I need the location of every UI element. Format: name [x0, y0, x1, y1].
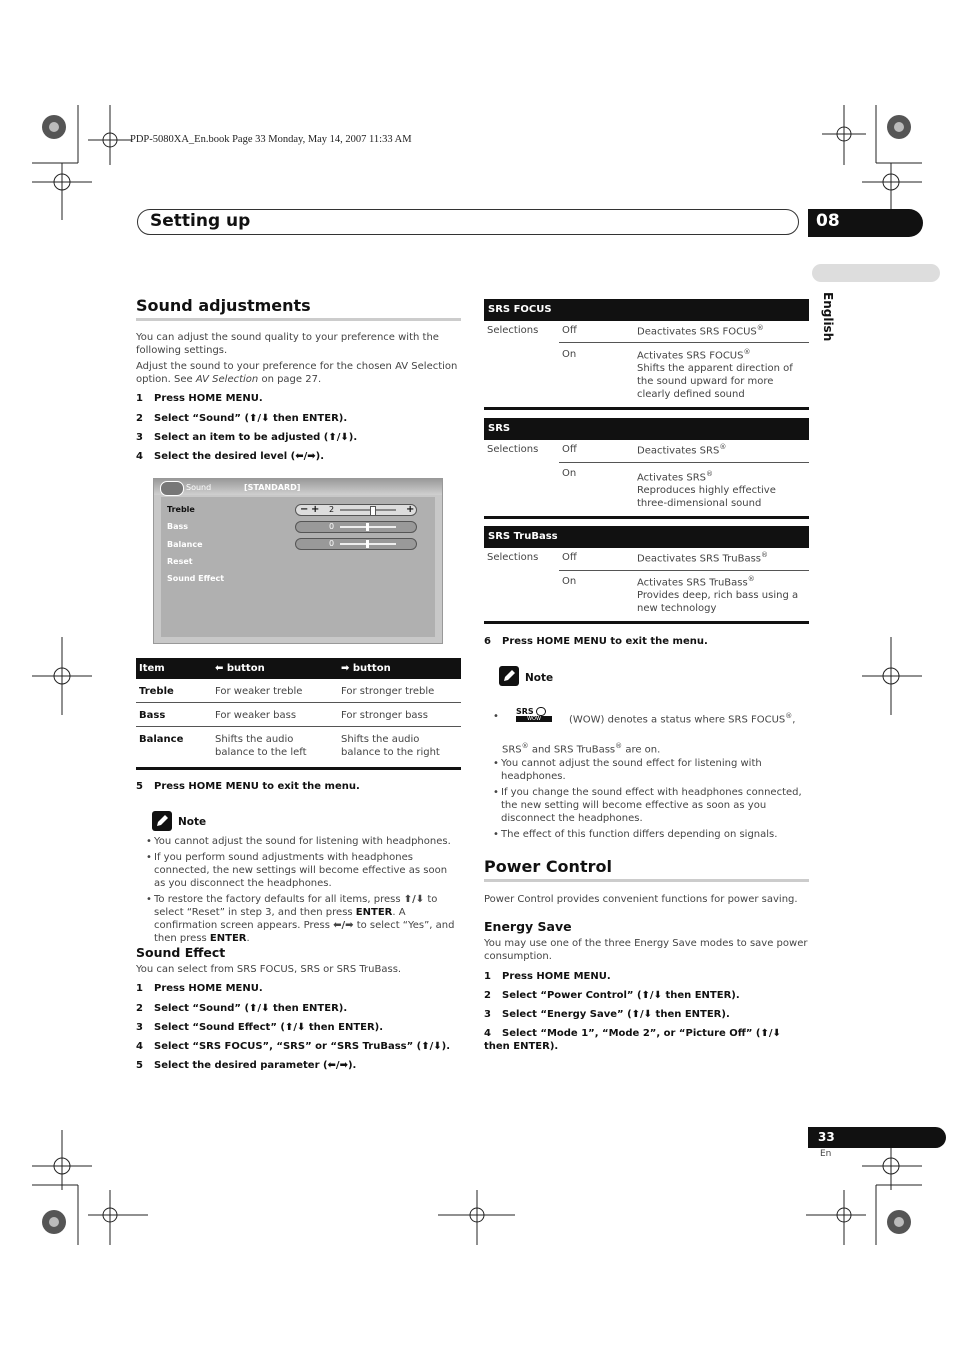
text: Provides deep, rich bass using a new technology [637, 590, 799, 615]
step-text: Press HOME MENU. [154, 393, 263, 404]
option-off: Off [562, 552, 577, 563]
option-on-desc [637, 468, 807, 510]
divider [484, 516, 809, 519]
table-cell: For weaker treble [215, 686, 303, 697]
table-cell: Treble [139, 686, 174, 697]
table-cell: For stronger treble [341, 686, 435, 697]
text: Shifts the apparent direction of the sound upward for more clearly defined sound [637, 363, 793, 401]
pencil-icon [499, 666, 519, 686]
text: to select “Yes”, and then press [154, 920, 455, 944]
srs-focus-header: SRS FOCUS [484, 299, 809, 321]
registered-mark: ® [756, 324, 764, 332]
selections-label: Selections [487, 444, 539, 455]
osd-item-sound-effect: Sound Effect [167, 574, 225, 583]
divider [484, 879, 809, 882]
table-row [136, 703, 461, 727]
option-off: Off [562, 444, 577, 455]
text: Adjust the sound to your preference for the chosen AV Selection option. See [136, 361, 458, 385]
step-text: Select “Sound” (⬆/⬇ then ENTER). [154, 1003, 348, 1014]
registered-mark: ® [761, 551, 769, 559]
step-text: Select “Power Control” (⬆/⬇ then ENTER). [502, 990, 740, 1001]
page-title: Setting up [150, 211, 251, 231]
bullet: • [493, 711, 499, 722]
table-header-cell: ⬅ button [215, 663, 265, 674]
divider [559, 570, 809, 571]
table-cell: Balance [139, 734, 184, 745]
osd-item-reset: Reset [167, 557, 193, 566]
table-header-cell: ➡ button [341, 663, 391, 674]
table-cell: Shifts the audio balance to the right [341, 734, 440, 758]
list-item-text [154, 893, 461, 945]
plus-icon: + [406, 504, 415, 515]
table-cell: Shifts the audio balance to the left [215, 734, 307, 758]
osd-preset: [STANDARD] [244, 483, 301, 492]
text: To restore the factory defaults for all items, press [154, 894, 404, 905]
list-item: • The effect of this function differs depending on signals. [493, 828, 809, 841]
osd-item-balance: Balance [167, 540, 203, 549]
note-icon [152, 811, 172, 831]
divider [484, 407, 809, 410]
option-off-desc [637, 322, 807, 338]
text: are on. [622, 744, 661, 756]
srs-header: SRS [484, 418, 809, 440]
pencil-icon [152, 811, 172, 831]
logo-text: WOW [516, 716, 552, 722]
list-item-text: The effect of this function differs depending on signals. [501, 829, 778, 840]
wow-note [569, 710, 809, 726]
intro-paragraph: You can adjust the sound quality to your preference with the following settings. [136, 332, 439, 356]
arrow-icon: ⬆/⬇ [403, 894, 425, 905]
list-item: • You cannot adjust the sound effect for listening with headphones. [493, 757, 809, 783]
text: , [792, 714, 796, 726]
step-1: 1 Press HOME MENU. [484, 971, 611, 982]
divider [559, 462, 809, 463]
slider-thumb [366, 523, 369, 531]
slider-thumb [366, 540, 369, 548]
list-item: • If you change the sound effect with headphones connected, the new setting will become effective as soon as you disconnect the headphones. [493, 786, 809, 825]
logo-mark [536, 707, 546, 716]
slider-thumb [370, 506, 376, 516]
text: Activates SRS [637, 472, 707, 484]
step-1: 1 Press HOME MENU. [136, 393, 263, 404]
registered-mark: ® [521, 742, 529, 750]
bass-value: 0 [329, 522, 335, 531]
sound-menu-screenshot [153, 478, 443, 644]
logo-text: SRS [516, 707, 534, 716]
option-off-desc [637, 549, 807, 565]
srs-wow-logo-icon [516, 707, 552, 723]
text: to select “Reset” in step 3, and then press [154, 894, 438, 918]
list-item: • If you perform sound adjustments with headphones connected, the new settings will become effective as soon as you disconnect the headphones. [146, 851, 461, 890]
divider [136, 318, 461, 321]
note-label: Note [178, 816, 207, 828]
list-item: • You cannot adjust the sound for listening with headphones. [146, 835, 461, 848]
step-2: 2 Select “Sound” (⬆/⬇ then ENTER). [136, 1003, 348, 1014]
step-text: Select “Sound” (⬆/⬇ then ENTER). [154, 413, 348, 424]
text: on page 27. [258, 374, 322, 385]
speaker-icon [160, 481, 184, 496]
step-4: 4 Select “Mode 1”, “Mode 2”, or “Picture Off” (⬆/⬇ then ENTER). [484, 1028, 781, 1052]
osd-item-bass: Bass [167, 522, 189, 531]
step-4: 4 Select “SRS FOCUS”, “SRS” or “SRS TruBass” (⬆/⬇). [136, 1041, 451, 1052]
option-on: On [562, 576, 577, 587]
section-title-sound-adjustments: Sound adjustments [136, 296, 311, 315]
osd-title: Sound [186, 483, 212, 492]
step-text: Select “SRS FOCUS”, “SRS” or “SRS TruBass” (⬆/⬇). [154, 1041, 451, 1052]
step-text: Select “Energy Save” (⬆/⬇ then ENTER). [502, 1009, 730, 1020]
table-header-cell: Item [139, 663, 165, 674]
sound-effect-intro: You can select from SRS FOCUS, SRS or SRS TruBass. [136, 964, 402, 975]
note-icon [499, 666, 519, 686]
note-list [146, 835, 461, 945]
option-on-desc [637, 346, 807, 401]
cross-reference: AV Selection [195, 374, 259, 385]
step-2: 2 Select “Sound” (⬆/⬇ then ENTER). [136, 413, 348, 424]
step-3: 3 Select “Energy Save” (⬆/⬇ then ENTER). [484, 1009, 730, 1020]
table-cell: Bass [139, 710, 166, 721]
page-lang: En [820, 1149, 832, 1159]
wow-note-cont [502, 740, 802, 756]
intro-paragraph-2 [136, 360, 461, 386]
registered-mark: ® [706, 470, 714, 478]
chapter-number: 08 [808, 209, 923, 237]
minus-icon: − [300, 504, 309, 515]
registered-mark: ® [719, 443, 727, 451]
registered-mark: ® [743, 348, 751, 356]
enter-key: ENTER [355, 907, 393, 918]
text: Deactivates SRS [637, 445, 720, 457]
step-6: 6 Press HOME MENU to exit the menu. [484, 636, 708, 647]
registered-mark: ® [747, 575, 755, 583]
language-label: English [821, 292, 835, 342]
step-text: Select “Mode 1”, “Mode 2”, or “Picture Off” (⬆/⬇ then ENTER). [484, 1028, 781, 1052]
arrow-icon: ⬅/➡ [333, 920, 354, 931]
step-4: 4 Select the desired level (⬅/➡). [136, 451, 324, 462]
divider [559, 342, 809, 343]
treble-value: 2 [329, 505, 335, 514]
text: Activates SRS FOCUS [637, 350, 744, 362]
section-title-energy-save: Energy Save [484, 919, 572, 934]
option-on-desc [637, 573, 807, 615]
enter-key: ENTER [209, 933, 247, 944]
step-text: Select the desired level (⬅/➡). [154, 451, 324, 462]
text: Deactivates SRS FOCUS [637, 326, 757, 338]
text: SRS [502, 744, 522, 756]
step-3: 3 Select an item to be adjusted (⬆/⬇). [136, 432, 358, 443]
note-label: Note [525, 672, 554, 684]
step-text: Press HOME MENU to exit the menu. [154, 781, 360, 792]
step-text: Select the desired parameter (⬅/➡). [154, 1060, 357, 1071]
step-3: 3 Select “Sound Effect” (⬆/⬇ then ENTER). [136, 1022, 384, 1033]
balance-value: 0 [329, 539, 335, 548]
text: Deactivates SRS TruBass [637, 553, 762, 565]
step-text: Press HOME MENU to exit the menu. [502, 636, 708, 647]
list-item-text: If you change the sound effect with headphones connected, the new setting will become effective as soon as you disconnect the headphones. [501, 787, 802, 824]
section-title-sound-effect: Sound Effect [136, 945, 226, 960]
step-text: Select “Sound Effect” (⬆/⬇ then ENTER). [154, 1022, 384, 1033]
step-5: 5 Select the desired parameter (⬅/➡). [136, 1060, 357, 1071]
osd-panel [161, 497, 435, 637]
section-title-power-control: Power Control [484, 857, 612, 876]
list-item-text: If you perform sound adjustments with headphones connected, the new settings will become effective as soon as you disconnect the headphones. [154, 852, 448, 889]
list-item-text: You cannot adjust the sound effect for listening with headphones. [501, 758, 762, 782]
step-2: 2 Select “Power Control” (⬆/⬇ then ENTER). [484, 990, 740, 1001]
treble-slider [295, 504, 417, 516]
adjustment-table [136, 658, 461, 770]
text: and SRS TruBass [528, 744, 616, 756]
page-number: 33 [808, 1127, 946, 1148]
text: . A confirmation screen appears. Press [154, 907, 406, 931]
plus-icon: + [311, 504, 320, 515]
registered-mark: ® [615, 742, 623, 750]
text: Activates SRS TruBass [637, 577, 748, 589]
energy-intro: You may use one of the three Energy Save modes to save power consumption. [484, 938, 808, 962]
option-on: On [562, 349, 577, 360]
table-row [136, 727, 461, 769]
selections-label: Selections [487, 552, 539, 563]
text: . [246, 933, 250, 944]
note-list [493, 757, 809, 841]
list-item: • To restore the factory defaults for all items, press ⬆/⬇ to select “Reset” in step 3, and then press ENTER. A confirmation screen appears. Press ⬅/➡ to select “Yes”, and then press ENTER. [146, 893, 461, 945]
list-item-text: You cannot adjust the sound for listening with headphones. [154, 836, 451, 847]
table-cell: For stronger bass [341, 710, 428, 721]
text: (WOW) denotes a status where SRS FOCUS [569, 714, 786, 726]
table-cell: For weaker bass [215, 710, 297, 721]
step-text: Press HOME MENU. [502, 971, 611, 982]
option-off-desc [637, 441, 807, 457]
selections-label: Selections [487, 325, 539, 336]
step-1: 1 Press HOME MENU. [136, 983, 263, 994]
registered-mark: ® [785, 712, 793, 720]
srs-trubass-header: SRS TruBass [484, 526, 809, 548]
option-on: On [562, 468, 577, 479]
power-intro: Power Control provides convenient functions for power saving. [484, 894, 798, 905]
option-off: Off [562, 325, 577, 336]
divider [484, 621, 809, 624]
table-row [136, 679, 461, 703]
step-text: Press HOME MENU. [154, 983, 263, 994]
step-5: 5 Press HOME MENU to exit the menu. [136, 781, 360, 792]
side-tab [812, 264, 940, 282]
step-text: Select an item to be adjusted (⬆/⬇). [154, 432, 358, 443]
file-stamp: PDP-5080XA_En.book Page 33 Monday, May 14, 2007 11:33 AM [130, 134, 412, 145]
table-header [136, 658, 461, 679]
text: Reproduces highly effective three-dimensional sound [637, 485, 776, 510]
osd-item-treble: Treble [167, 505, 195, 514]
bass-slider [295, 521, 417, 533]
balance-slider [295, 538, 417, 550]
slider-track [340, 509, 396, 511]
